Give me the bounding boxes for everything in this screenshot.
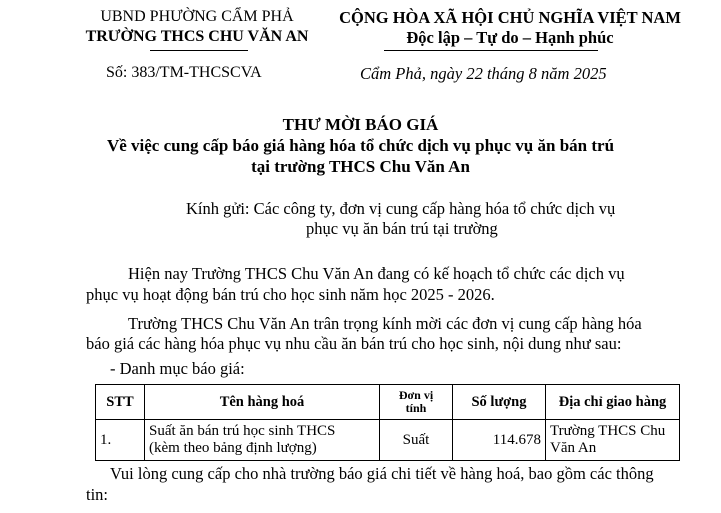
paragraph2-line2: báo giá các hàng hóa phục vụ nhu cầu ăn bán trú cho học sinh, nội dung như sau: <box>86 334 622 353</box>
paragraph2-line1: Trường THCS Chu Văn An trân trọng kính mời các đơn vị cung cấp hàng hóa <box>128 314 642 333</box>
header-unit-line1: Đơn vị <box>398 388 434 402</box>
list-label: - Danh mục báo giá: <box>110 359 245 378</box>
header-name: Tên hàng hoá <box>145 385 380 420</box>
header-qty: Số lượng <box>453 385 546 420</box>
header-unit-line2: tính <box>405 401 427 415</box>
recipient-line1: Kính gửi: Các công ty, đơn vị cung cấp hàng hóa tổ chức dịch vụ <box>186 199 616 218</box>
cell-qty: 114.678 <box>453 420 546 461</box>
goods-table <box>95 384 680 461</box>
header-unit <box>380 385 453 420</box>
cell-unit: Suất <box>380 420 453 461</box>
cell-address-line2: Văn An <box>550 440 597 456</box>
document-subject-line1: Về việc cung cấp báo giá hàng hóa tổ chức dịch vụ phục vụ ăn bán trú <box>106 136 615 155</box>
document-title: THƯ MỜI BÁO GIÁ <box>282 115 439 134</box>
place-date: Cẩm Phả, ngày 22 tháng 8 năm 2025 <box>360 64 607 83</box>
org-parent-name: UBND PHƯỜNG CẨM PHẢ <box>100 8 294 25</box>
document-number: Số: 383/TM-THCSCVA <box>106 64 262 81</box>
cell-address <box>546 420 680 461</box>
national-motto: Độc lập – Tự do – Hạnh phúc <box>406 28 614 47</box>
document-subject-line2: tại trường THCS Chu Văn An <box>251 157 470 176</box>
cell-name-line2: (kèm theo bảng định lượng) <box>149 440 317 456</box>
recipient-line2: phục vụ ăn bán trú tại trường <box>306 219 498 238</box>
national-title: CỘNG HÒA XÃ HỘI CHỦ NGHĨA VIỆT NAM <box>339 8 681 27</box>
paragraph3-line2: tin: <box>86 485 109 504</box>
motto-underline <box>384 50 598 51</box>
cell-address-line1: Trường THCS Chu <box>550 423 666 439</box>
paragraph3-line1: Vui lòng cung cấp cho nhà trường báo giá chi tiết về hàng hoá, bao gồm các thông <box>110 464 654 483</box>
paragraph1-line1: Hiện nay Trường THCS Chu Văn An đang có kế hoạch tổ chức các dịch vụ <box>128 264 625 283</box>
cell-name-line1: Suất ăn bán trú học sinh THCS <box>149 423 336 439</box>
cell-stt: 1. <box>96 420 145 461</box>
table-row <box>96 420 680 461</box>
header-address: Địa chỉ giao hàng <box>546 385 680 420</box>
header-stt: STT <box>96 385 145 420</box>
paragraph1-line2: phục vụ hoạt động bán trú cho học sinh năm học 2025 - 2026. <box>86 285 495 304</box>
cell-name <box>145 420 380 461</box>
table-header-row <box>96 385 680 420</box>
org-school-name: TRƯỜNG THCS CHU VĂN AN <box>85 28 309 45</box>
org-underline <box>150 50 248 51</box>
